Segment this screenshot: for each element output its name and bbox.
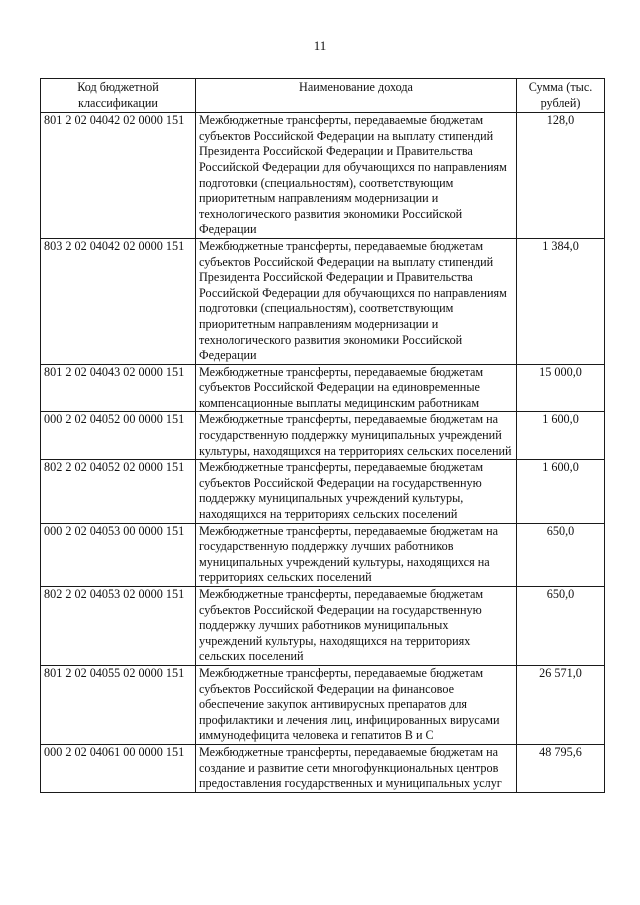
row-code: 801 2 02 04043 02 0000 151 — [41, 364, 196, 412]
row-sum: 15 000,0 — [517, 364, 605, 412]
row-name: Межбюджетные трансферты, передаваемые бюджетам субъектов Российской Федерации на выплату стипендий Президента Российской Федерации и Правительства Российской Федерации для обучающихся по направлениям подготовки (специальностям), соответствующим приоритетным направлениям модернизации и технологического развития экономики Российской Федерации — [196, 113, 517, 239]
table-row — [41, 364, 605, 412]
row-sum: 1 600,0 — [517, 460, 605, 523]
row-name: Межбюджетные трансферты, передаваемые бюджетам субъектов Российской Федерации на финансовое обеспечение закупок антивирусных препаратов для профилактики и лечения лиц, инфицированных вирусами иммунодефицита человека и гепатитов В и С — [196, 665, 517, 744]
table-row — [41, 238, 605, 364]
row-sum: 26 571,0 — [517, 665, 605, 744]
row-code: 000 2 02 04061 00 0000 151 — [41, 744, 196, 792]
row-code: 801 2 02 04055 02 0000 151 — [41, 665, 196, 744]
table-row — [41, 744, 605, 792]
row-name: Межбюджетные трансферты, передаваемые бюджетам на государственную поддержку лучших работников муниципальных учреждений культуры, находящихся на территориях сельских поселений — [196, 523, 517, 586]
header-name: Наименование дохода — [196, 79, 517, 113]
table-row — [41, 460, 605, 523]
table-row — [41, 412, 605, 460]
row-code: 803 2 02 04042 02 0000 151 — [41, 238, 196, 364]
row-sum: 128,0 — [517, 113, 605, 239]
row-name: Межбюджетные трансферты, передаваемые бюджетам субъектов Российской Федерации на государственную поддержку муниципальных учреждений культуры, находящихся на территориях сельских поселений — [196, 460, 517, 523]
table-row — [41, 523, 605, 586]
row-name: Межбюджетные трансферты, передаваемые бюджетам субъектов Российской Федерации на единовременные компенсационные выплаты медицинским работникам — [196, 364, 517, 412]
row-name: Межбюджетные трансферты, передаваемые бюджетам на создание и развитие сети многофункциональных центров предоставления государственных и муниципальных услуг — [196, 744, 517, 792]
row-sum: 1 384,0 — [517, 238, 605, 364]
table-row — [41, 113, 605, 239]
row-name: Межбюджетные трансферты, передаваемые бюджетам субъектов Российской Федерации на выплату стипендий Президента Российской Федерации и Правительства Российской Федерации для обучающихся по направлениям подготовки (специальностям), соответствующим приоритетным направлениям модернизации и технологического развития экономики Российской Федерации — [196, 238, 517, 364]
table-header-row — [41, 79, 605, 113]
row-sum: 48 795,6 — [517, 744, 605, 792]
row-code: 000 2 02 04053 00 0000 151 — [41, 523, 196, 586]
revenue-table — [40, 78, 605, 793]
row-code: 802 2 02 04052 02 0000 151 — [41, 460, 196, 523]
row-sum: 650,0 — [517, 523, 605, 586]
header-code: Код бюджетной классификации — [41, 79, 196, 113]
row-name: Межбюджетные трансферты, передаваемые бюджетам на государственную поддержку муниципальных учреждений культуры, находящихся на территориях сельских поселений — [196, 412, 517, 460]
row-sum: 650,0 — [517, 587, 605, 666]
table-row — [41, 665, 605, 744]
header-sum: Сумма (тыс. рублей) — [517, 79, 605, 113]
page-number: 11 — [313, 38, 327, 53]
row-sum: 1 600,0 — [517, 412, 605, 460]
row-code: 000 2 02 04052 00 0000 151 — [41, 412, 196, 460]
row-name: Межбюджетные трансферты, передаваемые бюджетам субъектов Российской Федерации на государственную поддержку лучших работников муниципальных учреждений культуры, находящихся на территориях сельских поселений — [196, 587, 517, 666]
row-code: 801 2 02 04042 02 0000 151 — [41, 113, 196, 239]
row-code: 802 2 02 04053 02 0000 151 — [41, 587, 196, 666]
table-row — [41, 587, 605, 666]
